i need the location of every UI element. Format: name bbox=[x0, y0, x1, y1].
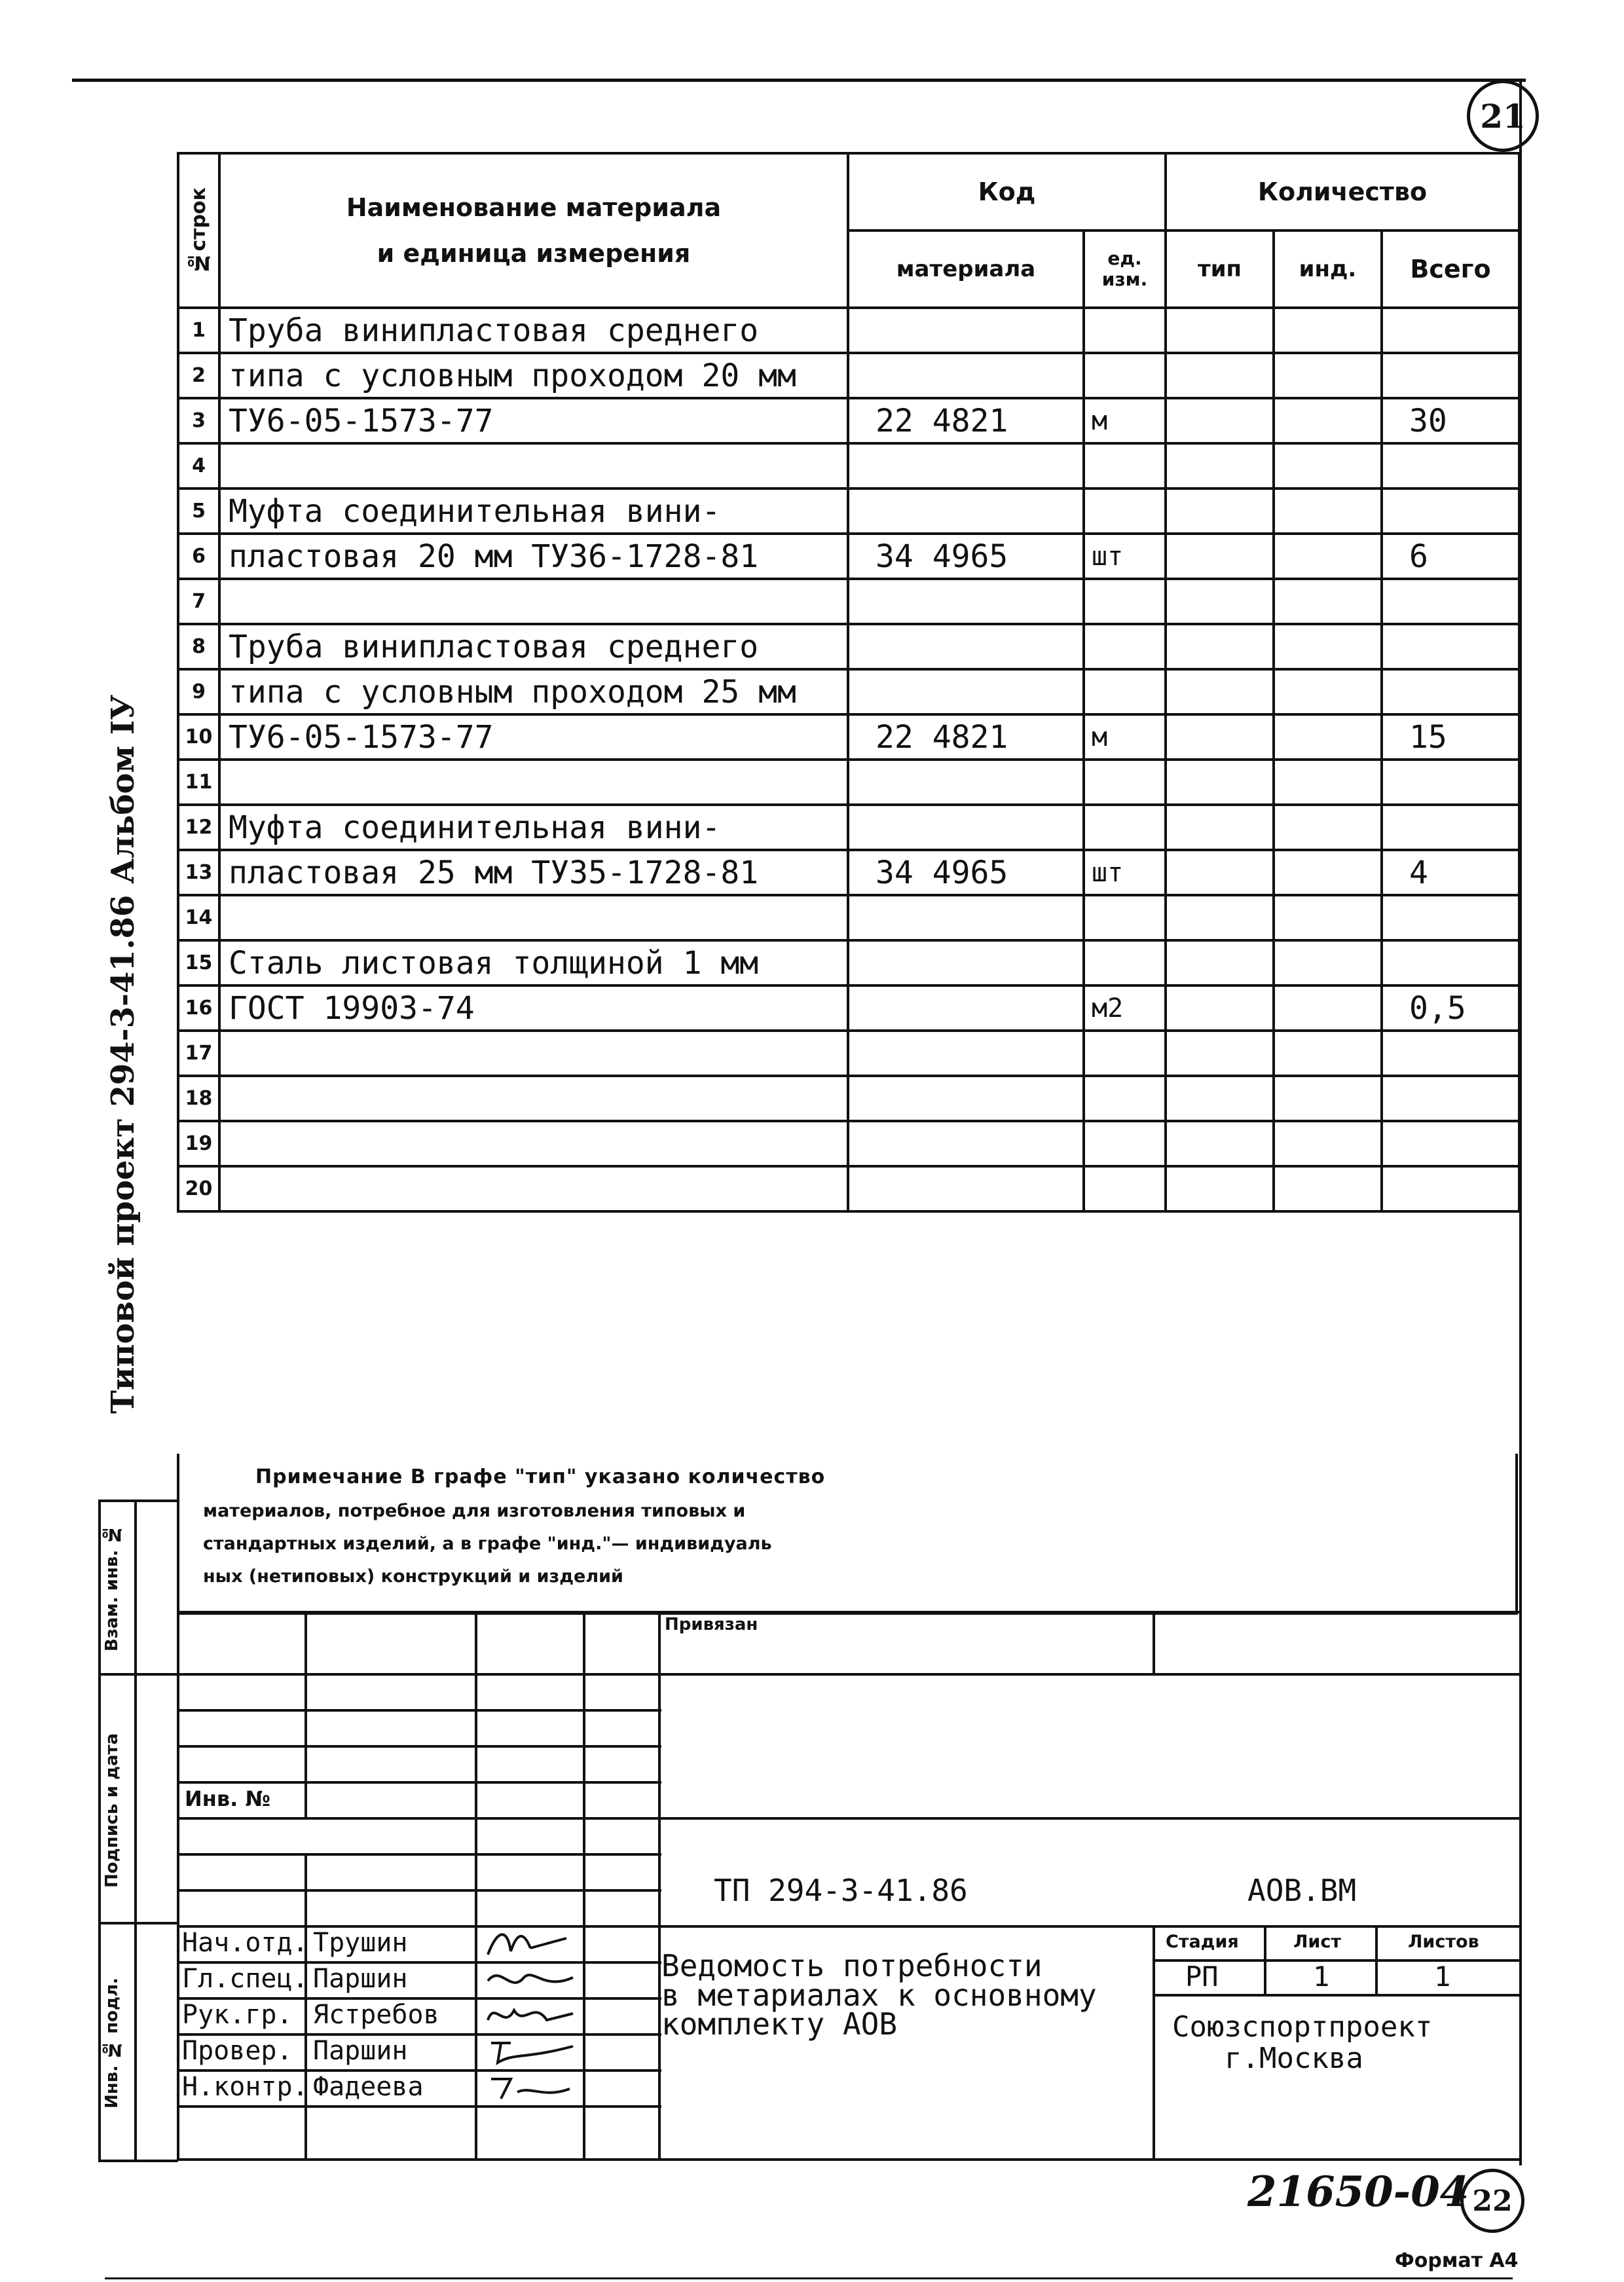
table-row: 17 bbox=[178, 1031, 1519, 1076]
stamp-line bbox=[177, 1853, 661, 1856]
table-row: 9 типа с условным проходом 25 мм bbox=[178, 669, 1519, 714]
stamp-line bbox=[177, 1673, 1519, 1676]
table-row: 1 Труба винипластовая среднего bbox=[178, 308, 1519, 353]
stamp-vline bbox=[475, 1611, 477, 2161]
side-label-vzam: Взам. инв. № bbox=[102, 1524, 122, 1652]
sheets-label: Листов bbox=[1408, 1932, 1479, 1952]
table-row: 7 bbox=[178, 579, 1519, 624]
stamp-line bbox=[177, 2158, 1519, 2161]
side-strip-top bbox=[98, 1500, 178, 1502]
page-number-top: 21 bbox=[1467, 80, 1539, 152]
role-4: Провер. bbox=[182, 2036, 293, 2066]
header-material: материала bbox=[848, 230, 1084, 308]
side-strip-left bbox=[98, 1500, 101, 2161]
stamp-vline bbox=[583, 1611, 585, 2161]
sheets-value: 1 bbox=[1434, 1960, 1451, 1993]
table-row: 6 пластовая 20 мм ТУ36-1728-81 34 4965 шт 6 bbox=[178, 534, 1519, 579]
stamp-line bbox=[177, 1889, 661, 1892]
role-1: Нач.отд. bbox=[182, 1928, 308, 1958]
side-strip-bottom bbox=[98, 2160, 178, 2162]
table-row: 5 Муфта соединительная вини- bbox=[178, 488, 1519, 534]
stamp-line bbox=[177, 1709, 661, 1712]
table-row: 14 bbox=[178, 895, 1519, 940]
header-type: тип bbox=[1166, 230, 1274, 308]
table-row: 20 bbox=[178, 1166, 1519, 1211]
stamp-vline bbox=[304, 1611, 307, 1817]
stage-label: Стадия bbox=[1166, 1932, 1239, 1952]
table-row: 2 типа с условным проходом 20 мм bbox=[178, 353, 1519, 398]
header-unit: ед. изм. bbox=[1084, 230, 1166, 308]
stamp-vline bbox=[177, 1611, 179, 2161]
sheet-title-2: в метариалах к основному bbox=[661, 1978, 1097, 2013]
person-2: Паршин bbox=[313, 1964, 408, 1994]
person-3: Ястребов bbox=[313, 2000, 439, 2030]
side-label-inv-podl: Инв. № подл. bbox=[102, 1978, 122, 2108]
doc-code: ТП 294-3-41.86 bbox=[714, 1873, 968, 1908]
archive-number: 21650-04 bbox=[1247, 2167, 1469, 2217]
sheet-title-1: Ведомость потребности bbox=[661, 1948, 1043, 1983]
role-3: Рук.гр. bbox=[182, 2000, 293, 2030]
table-row: 12 Муфта соединительная вини- bbox=[178, 805, 1519, 850]
header-code: Код bbox=[848, 153, 1166, 230]
person-5: Фадеева bbox=[313, 2072, 424, 2102]
org-line-1: Союзспортпроект bbox=[1172, 2010, 1433, 2044]
materials-table bbox=[177, 152, 1521, 1213]
stamp-vline bbox=[304, 1853, 307, 2161]
table-row: 18 bbox=[178, 1076, 1519, 1121]
role-2: Гл.спец. bbox=[182, 1964, 308, 1994]
side-label-podpis: Подпись и дата bbox=[102, 1733, 122, 1888]
header-qty: Количество bbox=[1166, 153, 1519, 230]
sheet-value: 1 bbox=[1313, 1960, 1330, 1993]
stamp-vline bbox=[1153, 1611, 1155, 1673]
table-row: 13 пластовая 25 мм ТУ35-1728-81 34 4965 шт 4 bbox=[178, 850, 1519, 895]
header-total: Всего bbox=[1382, 230, 1519, 308]
page-number-bottom: 22 bbox=[1460, 2169, 1524, 2233]
header-ind: инд. bbox=[1274, 230, 1382, 308]
header-name: Наименование материала и единица измерения bbox=[219, 153, 848, 308]
note-line-3: стандартных изделий, а в графе "инд."— индивидуаль bbox=[203, 1534, 772, 1554]
table-row: 19 bbox=[178, 1121, 1519, 1166]
stamp-line bbox=[177, 1611, 1519, 1613]
stamp-vline bbox=[658, 1611, 661, 2161]
top-rule bbox=[72, 79, 1526, 82]
sheet-label: Лист bbox=[1293, 1932, 1341, 1952]
stamp-line bbox=[177, 1745, 661, 1748]
person-1: Трушин bbox=[313, 1928, 408, 1958]
stamp-line bbox=[177, 2105, 661, 2108]
stamp-vline bbox=[1264, 1925, 1266, 1994]
stamp-vline bbox=[1153, 1925, 1155, 2161]
stamp-line bbox=[177, 1781, 661, 1784]
table-row: 16 ГОСТ 19903-74 м2 0,5 bbox=[178, 985, 1519, 1031]
signature-5 bbox=[485, 2069, 576, 2112]
table-row: 10 ТУ6-05-1573-77 22 4821 м 15 bbox=[178, 714, 1519, 760]
stage-value: РП bbox=[1185, 1960, 1219, 1993]
org-line-2: г.Москва bbox=[1225, 2042, 1363, 2075]
stamp-line bbox=[177, 1817, 1519, 1820]
table-row: 4 bbox=[178, 443, 1519, 488]
table-row: 15 Сталь листовая толщиной 1 мм bbox=[178, 940, 1519, 985]
sheet-title-3: комплекту АОВ bbox=[661, 2006, 898, 2042]
stamp-line bbox=[1153, 1994, 1519, 1997]
table-row: 8 Труба винипластовая среднего bbox=[178, 624, 1519, 669]
format-label: Формат А4 bbox=[1395, 2249, 1519, 2272]
stamp-vline bbox=[1375, 1925, 1378, 1994]
doc-mark: АОВ.ВМ bbox=[1247, 1873, 1357, 1908]
note-line-4: ных (нетиповых) конструкций и изделий bbox=[203, 1566, 623, 1587]
role-5: Н.контр. bbox=[182, 2072, 308, 2102]
note-line-1: Примечание В графе "тип" указано количество bbox=[255, 1465, 826, 1488]
album-label: Типовой проект 294-3-41.86 Альбом IУ bbox=[105, 694, 141, 1414]
note-line-2: материалов, потребное для изготовления типовых и bbox=[203, 1501, 746, 1521]
inv-no-label: Инв. № bbox=[185, 1786, 270, 1811]
side-strip-div2 bbox=[98, 1922, 178, 1924]
header-row-no: №строк bbox=[178, 153, 219, 308]
table-row: 11 bbox=[178, 760, 1519, 805]
privyazan-label: Привязан bbox=[665, 1615, 758, 1634]
person-4: Паршин bbox=[313, 2036, 408, 2066]
table-row: 3 ТУ6-05-1573-77 22 4821 м 30 bbox=[178, 398, 1519, 443]
side-strip-mid bbox=[134, 1500, 137, 2161]
bottom-rule bbox=[105, 2277, 1513, 2279]
side-strip-div1 bbox=[98, 1673, 178, 1676]
